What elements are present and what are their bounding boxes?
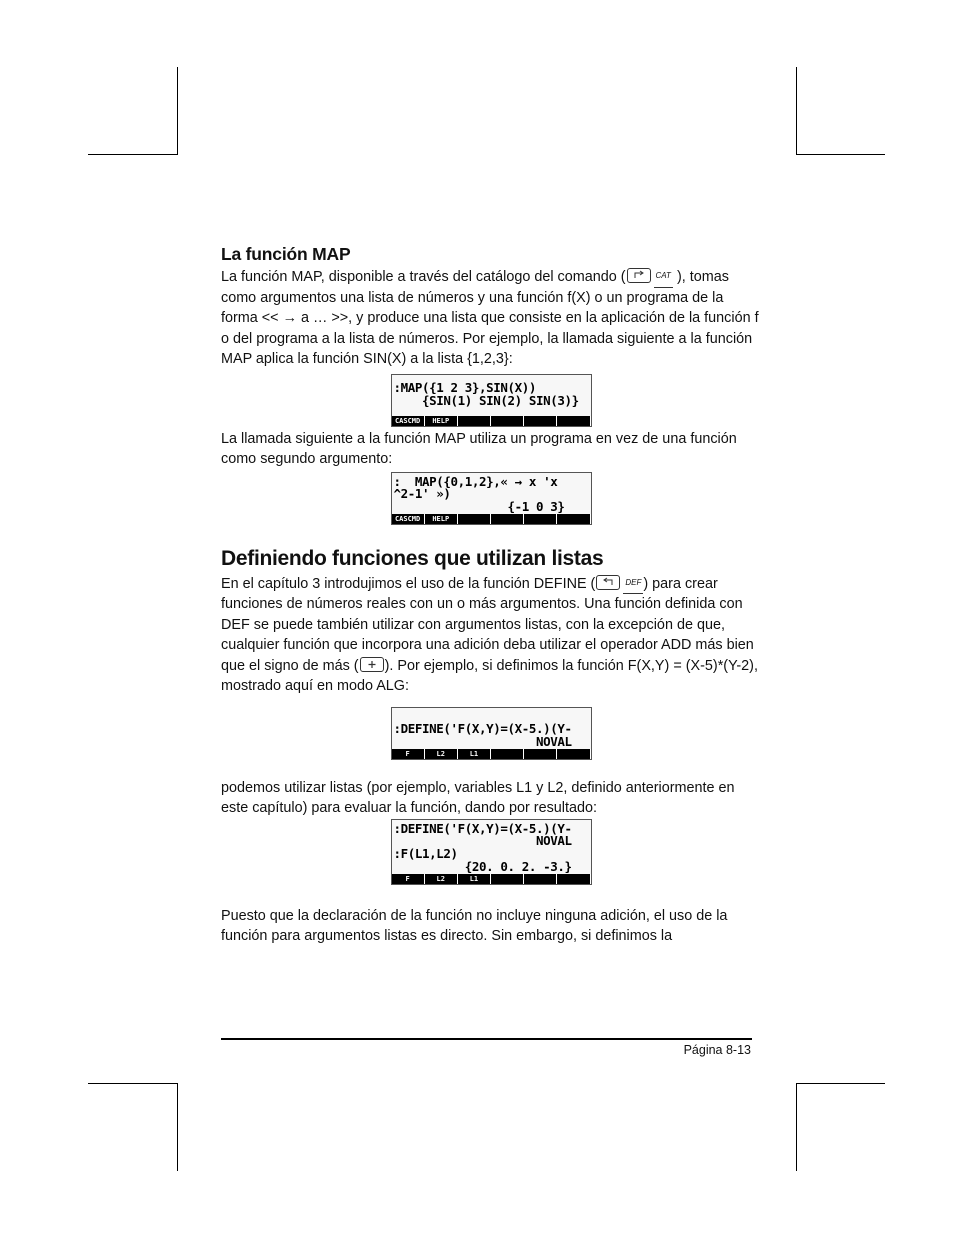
screen-line: {-1 0 3} <box>393 498 565 514</box>
screen-line: NOVAL <box>393 733 572 749</box>
screen-line: NOVAL <box>393 832 572 848</box>
softkey <box>557 416 589 426</box>
softkey: L2 <box>425 749 457 759</box>
page-number: Página 8-13 <box>683 1043 751 1057</box>
softkey: L1 <box>458 749 490 759</box>
paragraph-lists-evaluate: podemos utilizar listas (por ejemplo, variables L1 y L2, definido anteriormente en este capítulo) para evaluar la función, dando por resultado: <box>221 779 735 816</box>
softkey <box>524 874 556 884</box>
calculator-screen-1 <box>391 374 592 427</box>
softkey <box>458 514 490 524</box>
softkey <box>557 749 589 759</box>
screen-line: :DEFINE('F(X,Y)=(X-5.)(Y- <box>393 720 572 736</box>
plus-key-icon <box>360 657 384 672</box>
crop-mark <box>797 1083 885 1084</box>
crop-mark <box>796 1083 797 1171</box>
paragraph-map-intro <box>221 266 761 370</box>
softkey <box>491 874 523 884</box>
softkey-bar <box>392 749 591 759</box>
crop-mark <box>88 154 177 155</box>
screen-line: :F(L1,L2) <box>393 845 458 861</box>
paragraph-text: ), tomas como argumentos una lista de números y una función f(X) o un programa de la forma << → a … >>, y produce una lista que consiste en la aplicación de la función f o del programa a la lista de números. Por ejemplo, la llamada siguiente a la función MAP aplica la función SIN(X) a la lista {1,2,3}: <box>221 269 759 367</box>
paragraph-text: ) para crear funciones de números reales con un o más argumentos. Una función definida con DEF se puede también utilizar con argumentos listas, con la excepción de que, cualquier función que incorpora una adición deba utilizar el operador ADD más bien que el signo de más ( <box>221 575 754 674</box>
section-heading-map: La función MAP <box>221 244 351 264</box>
paragraph-map-program: La llamada siguiente a la función MAP utiliza un programa en vez de una función como segundo argumento: <box>221 430 737 467</box>
softkey <box>524 514 556 524</box>
paragraph-text: ). Por ejemplo, si definimos la función F(X,Y) = (X-5)*(Y-2), mostrado aquí en modo ALG: <box>221 657 758 694</box>
softkey: F <box>392 749 424 759</box>
calculator-screen-2 <box>391 472 592 525</box>
softkey-bar <box>392 514 591 524</box>
crop-mark <box>88 1083 177 1084</box>
softkey <box>524 416 556 426</box>
softkey <box>458 416 490 426</box>
softkey: HELP <box>425 416 457 426</box>
def-key-label: DEF <box>623 573 643 595</box>
section-heading-lists: Definiendo funciones que utilizan listas <box>221 546 604 570</box>
softkey <box>491 514 523 524</box>
screen-line: {SIN(1) SIN(2) SIN(3)} <box>393 392 579 408</box>
softkey: L1 <box>458 874 490 884</box>
crop-mark <box>177 67 178 155</box>
screen-line: {20. 0. 2. -3.} <box>393 858 572 874</box>
footer-rule <box>221 1038 752 1040</box>
softkey: HELP <box>425 514 457 524</box>
softkey: L2 <box>425 874 457 884</box>
page-content <box>221 242 761 947</box>
screen-line: :MAP({1 2 3},SIN(X)) <box>393 379 537 395</box>
paragraph-define-intro <box>221 573 761 697</box>
softkey: CASCMD <box>392 514 424 524</box>
catalog-key-label: CAT <box>654 266 673 288</box>
softkey-bar <box>392 874 591 884</box>
softkey: F <box>392 874 424 884</box>
calculator-screen-3 <box>391 707 592 760</box>
paragraph-text: En el capítulo 3 introdujimos el uso de la función DEFINE ( <box>221 575 596 592</box>
right-shift-key-icon <box>627 268 651 283</box>
softkey <box>491 416 523 426</box>
softkey <box>491 749 523 759</box>
softkey <box>557 874 589 884</box>
softkey <box>524 749 556 759</box>
softkey <box>557 514 589 524</box>
paragraph-direct-use: Puesto que la declaración de la función no incluye ninguna adición, el uso de la función para argumentos listas es directo. Sin embargo, si definimos la <box>221 907 728 944</box>
screen-line: ^2-1' ») <box>393 485 451 501</box>
softkey: CASCMD <box>392 416 424 426</box>
crop-mark <box>177 1083 178 1171</box>
screen-line: : MAP({0,1,2},« → x 'x <box>393 473 558 489</box>
crop-mark <box>796 67 797 155</box>
softkey-bar <box>392 416 591 426</box>
screen-line: :DEFINE('F(X,Y)=(X-5.)(Y- <box>393 820 572 836</box>
crop-mark <box>797 154 885 155</box>
paragraph-text: La función MAP, disponible a través del catálogo del comando ( <box>221 269 626 285</box>
left-shift-key-icon <box>596 575 620 590</box>
calculator-screen-4 <box>391 819 592 885</box>
